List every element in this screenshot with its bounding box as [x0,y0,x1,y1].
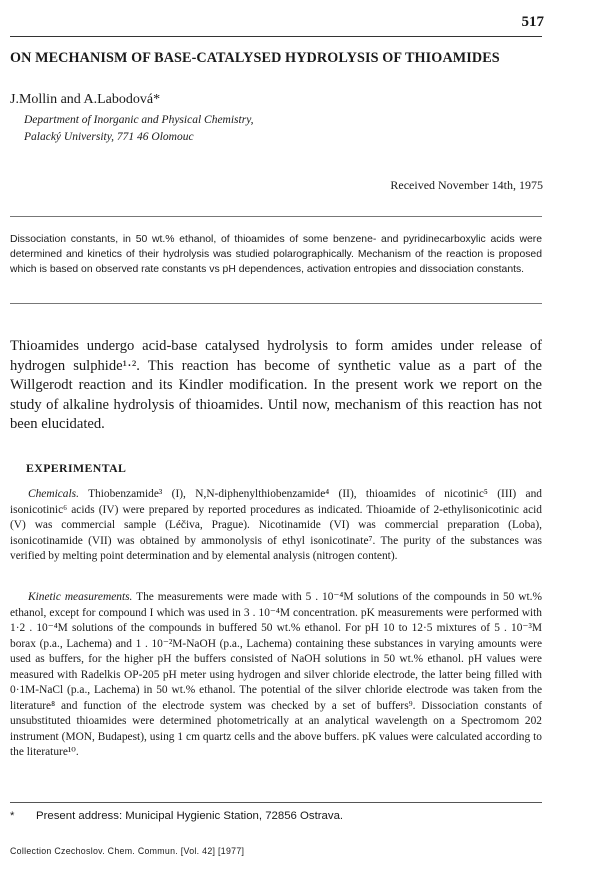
affiliation-line-2: Palacký University, 771 46 Olomouc [24,131,194,143]
kinetic-text: The measurements were made with 5 . 10⁻⁴M solutions of the compounds in 50 wt.% ethanol, except for compound I which was used in 3 . 10⁻⁴M concentration. pK measurements were performed with 1·2 . 10⁻⁴M solutions of the compounds in buffered 50 wt.% ethanol. For pH 10 to 12·5 mixtures of 5 . 10⁻³M borax (p.a., Lachema) and 1 . 10⁻²M-NaOH (p.a., Lachema) containing these substances in varying amounts were used as buffers, for the higher pH the buffers consisted of NaOH solutions in 50 wt.% ethanol. pH values were measured with Radelkis OP-205 pH meter using hydrogen and silver chloride electrode, the latter being filled with 0·1M-NaCl (p.a., Lachema) in 50 wt.% ethanol. The potential of the silver chloride electrode was taken from the literature⁸ and function of the electrode system was checked by a set of buffers⁹. Dissociation constants of unsubstituted thioamides were determined photometrically at an analytical wavelength on a Spectromom 202 instrument (MON, Budapest), using 1 cm quartz cells and the above buffers. pK values were calculated according to the literature¹⁰. [10,591,543,758]
footnote [10,810,343,822]
kinetic-lead: Kinetic measurements. [28,591,133,603]
header-rule [10,36,542,37]
footnote-rule [10,802,542,803]
chemicals-paragraph [10,487,542,565]
affiliation-line-1: Department of Inorganic and Physical Chemistry, [24,114,254,126]
abstract-bottom-rule [10,303,542,304]
paper-title: ON MECHANISM OF BASE-CATALYSED HYDROLYSIS OF THIOAMIDES [10,50,500,66]
chemicals-text: Thiobenzamide³ (I), N,N-diphenylthiobenzamide⁴ (II), thioamides of nicotinic⁵ (III) and isonicotinic⁶ acids (IV) were prepared by reported procedures as indicated. Thioamide of 2-ethylisonicotinic acid (V) was commercial sample (Léčiva, Prague). Nicotinamide (VI) was commercial preparation (Loba), isonicotinamide (VII) was obtained by ammonolysis of ethyl isonicotinate⁷. The purity of the substances was verified by melting point determination and by elemental analysis (nitrogen content). [10,488,542,562]
introduction-paragraph: Thioamides undergo acid-base catalysed hydrolysis to form amides under release of hydrogen sulphide¹·². This reaction has become of synthetic value as a part of the Willgerodt reaction and its Kindler modification. In the present work we report on the study of alkaline hydrolysis of thioamides. Until now, mechanism of this reaction has not been elucidated. [10,338,542,432]
abstract-top-rule [10,216,542,217]
page-number: 517 [521,14,544,30]
abstract: Dissociation constants, in 50 wt.% ethanol, of thioamides of some benzene- and pyridinecarboxylic acids were determined and kinetics of their hydrolysis was studied polarographically. Mechanism of the reaction is proposed which is based on observed rate constants vs pH dependences, activation entropies and dissociation constants. [10,234,542,275]
authors: J.Mollin and A.Labodová* [10,92,161,107]
journal-citation: Collection Czechoslov. Chem. Commun. [Vol. 42] [1977] [10,846,245,856]
chemicals-lead: Chemicals. [28,488,79,500]
section-heading: EXPERIMENTAL [26,461,127,475]
kinetic-paragraph [10,590,542,761]
received-date: Received November 14th, 1975 [390,178,543,192]
footnote-mark: * [10,810,15,822]
footnote-text: Present address: Municipal Hygienic Station, 72856 Ostrava. [36,810,344,822]
